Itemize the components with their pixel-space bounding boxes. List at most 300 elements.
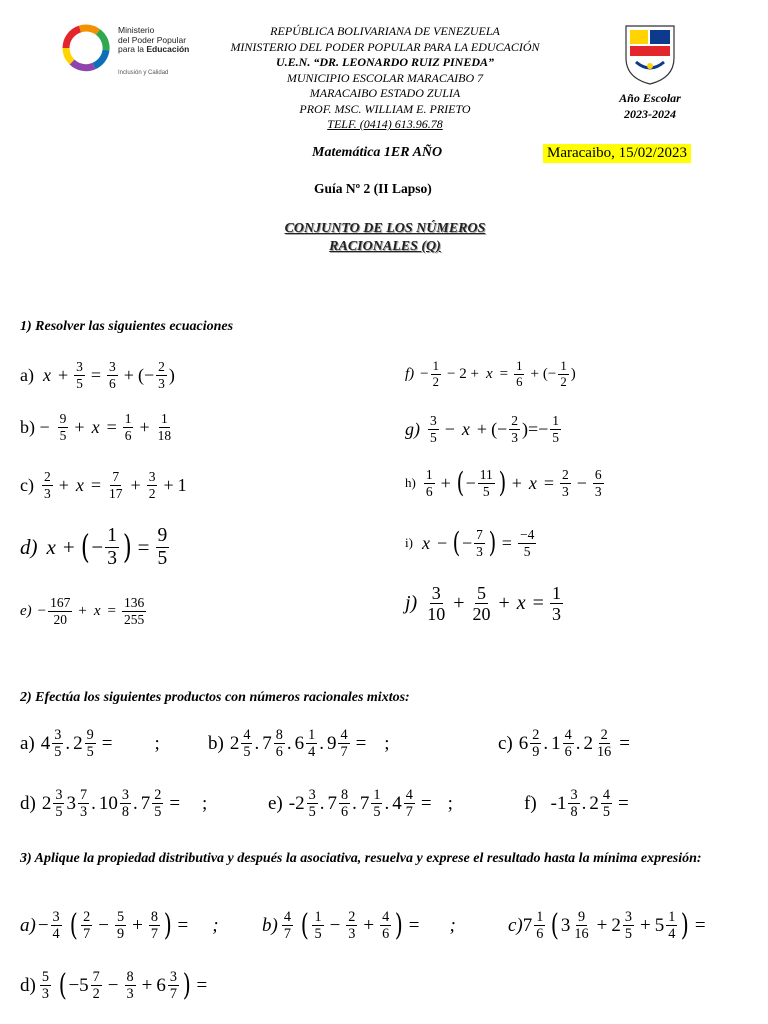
math-token: = (107, 602, 116, 619)
denominator: 5 (552, 429, 560, 445)
math-token: = (101, 732, 113, 754)
header-line-teacher: PROF. MSC. WILLIAM E. PRIETO (299, 101, 471, 116)
numerator: 5 (41, 969, 49, 985)
math-token: + (498, 592, 510, 614)
numerator: 5 (477, 583, 486, 603)
logo-line-3b: Educación (146, 44, 190, 54)
math-token: − (462, 532, 473, 553)
math-token: + (440, 472, 451, 493)
math-token: 6 (294, 732, 305, 754)
math-token: ; (202, 792, 208, 814)
fraction (74, 360, 85, 390)
math-token: h) (405, 475, 416, 490)
header-line-school: U.E.N. “DR. LEONARDO RUIZ PINEDA” (275, 55, 495, 69)
math-token: − (37, 602, 47, 619)
numerator: 9 (86, 727, 94, 743)
fraction (425, 584, 447, 623)
denominator: 8 (121, 804, 129, 821)
math-token: ; (154, 732, 160, 754)
denominator: 5 (86, 744, 94, 761)
math-token: . (319, 732, 324, 754)
numerator: 1 (552, 413, 560, 428)
denominator: 5 (154, 804, 162, 821)
header-line-phone: TELF. (0414) 613.96.78 (327, 117, 443, 131)
math-token: 10 (98, 792, 118, 814)
math-token: x (528, 472, 537, 493)
numerator: 3 (431, 583, 441, 603)
math-token: 1 (551, 732, 561, 754)
math-token: = (408, 914, 420, 936)
numerator: 11 (479, 467, 493, 482)
math-token: ) (182, 968, 191, 1003)
fraction (380, 910, 391, 942)
math-token: = (619, 732, 630, 754)
denominator: 6 (516, 374, 523, 389)
fraction (40, 970, 51, 1002)
denominator: 3 (594, 483, 602, 499)
math-token: = (501, 532, 512, 553)
math-token: + (58, 474, 69, 495)
math-token: + (141, 974, 153, 996)
math-token: − (420, 365, 429, 382)
math-token: 2 (229, 732, 240, 754)
numerator: 1 (432, 359, 440, 373)
school-year-label: Año Escolar (619, 91, 681, 105)
math-token: x (485, 365, 493, 382)
math-token: + (78, 602, 87, 619)
denominator: 5 (55, 804, 63, 821)
math-token: + (163, 474, 174, 495)
fraction (105, 526, 119, 568)
fraction (274, 728, 285, 760)
denominator: 2 (92, 986, 100, 1003)
math-token: 1 (177, 474, 187, 495)
math-token: ; (212, 914, 219, 936)
denominator: 3 (551, 604, 561, 624)
math-token: ) (681, 908, 690, 943)
numerator: 1 (425, 467, 433, 482)
math-token: = (499, 365, 509, 382)
section-1-title: 1) Resolver las siguientes ecuaciones (20, 319, 234, 334)
numerator: 167 (50, 595, 71, 610)
numerator: 3 (52, 909, 60, 925)
math-token: ( (300, 908, 309, 943)
fraction (595, 728, 613, 760)
numerator: 8 (340, 787, 349, 803)
math-token: + (511, 472, 522, 493)
math-token: c) (498, 732, 513, 754)
denominator: 5 (314, 926, 322, 943)
math-token: 2 (583, 732, 594, 754)
fraction (371, 788, 382, 820)
institution-header (190, 24, 580, 133)
denominator: 5 (243, 744, 251, 761)
header-line-state: MARACAIBO ESTADO ZULIA (309, 86, 461, 100)
numerator: 2 (600, 727, 608, 743)
fraction (156, 412, 174, 442)
math-token: ) (394, 908, 404, 943)
math-token: ) (163, 908, 172, 943)
math-token: 2 (73, 732, 83, 754)
fraction (306, 728, 317, 760)
math-token: + (363, 914, 375, 936)
math-token: . (91, 792, 96, 814)
math-token: 4 (392, 792, 402, 814)
math-token: ; (449, 914, 456, 936)
fraction (58, 412, 69, 442)
fraction (623, 910, 634, 942)
math-token: 3 (560, 914, 571, 936)
fraction (91, 970, 102, 1002)
math-token: i) (405, 535, 413, 550)
math-token: c) (508, 914, 523, 936)
distributive-c (508, 910, 710, 942)
math-token: d) (20, 792, 36, 814)
math-token: = (177, 914, 189, 936)
product-d (20, 788, 207, 820)
fraction (115, 910, 126, 942)
fraction (156, 526, 170, 568)
math-token: e) (268, 792, 283, 814)
denominator: 3 (43, 485, 51, 501)
numerator: 4 (243, 727, 251, 743)
math-token: = (355, 732, 367, 754)
fraction (424, 468, 435, 498)
equation-a (20, 360, 175, 390)
denominator: 3 (126, 986, 134, 1003)
math-token: = (90, 474, 102, 495)
numerator: 3 (55, 787, 63, 803)
denominator: 5 (373, 804, 381, 821)
fraction (85, 728, 96, 760)
numerator: 2 (562, 467, 569, 482)
logo-line-2: del Poder Popular (118, 34, 187, 45)
math-token: ) (122, 527, 132, 566)
logo-tagline: Inclusión y Calidad (118, 70, 169, 76)
numerator: 4 (602, 787, 610, 803)
subject-title: Matemática 1ER AÑO (312, 145, 443, 160)
numerator: 4 (283, 909, 291, 925)
fraction (550, 414, 561, 444)
math-token: = (137, 534, 150, 559)
section-2-title: 2) Efectúa los siguientes productos con números racionales mixtos: (20, 690, 410, 705)
math-token: − (436, 532, 448, 553)
numerator: 5 (117, 909, 125, 925)
fraction (241, 728, 252, 760)
denominator: 5 (157, 547, 168, 569)
equation-e (20, 596, 148, 626)
math-token: = (543, 472, 554, 493)
numerator: 1 (107, 525, 117, 546)
numerator: 2 (511, 413, 518, 428)
math-token: = (106, 416, 117, 437)
distributive-d (20, 970, 211, 1002)
fraction (107, 470, 125, 500)
math-token: e) (20, 602, 32, 619)
fraction (518, 528, 536, 558)
math-token: . (352, 792, 357, 814)
denominator: 5 (54, 744, 62, 761)
numerator: 3 (121, 787, 129, 803)
fraction (666, 910, 677, 942)
fraction (282, 910, 293, 942)
math-token: . (384, 792, 390, 814)
fraction (52, 728, 63, 760)
distributive-a (20, 910, 219, 942)
denominator: 7 (150, 926, 158, 943)
worksheet-title (240, 220, 530, 256)
math-token: . (543, 732, 549, 754)
math-token: ( (69, 908, 78, 943)
denominator: 6 (109, 375, 116, 391)
denominator: 20 (472, 604, 491, 624)
math-token: 7 (359, 792, 370, 814)
math-token: c) (20, 474, 34, 495)
fraction (471, 584, 493, 623)
math-token: + (74, 416, 85, 437)
math-token: − (329, 914, 341, 936)
title-line-2: RACIONALES (Q) (329, 239, 441, 254)
fraction (563, 728, 574, 760)
math-token: + (130, 474, 141, 495)
math-token: 5 (79, 974, 89, 996)
denominator: 6 (124, 427, 132, 443)
numerator: 4 (382, 909, 390, 925)
math-token: ) (498, 466, 507, 500)
denominator: 2 (432, 374, 440, 389)
fraction (404, 788, 415, 820)
denominator: 8 (570, 804, 578, 821)
fraction (601, 788, 612, 820)
denominator: 5 (624, 926, 632, 943)
math-token: . (581, 792, 587, 814)
numerator: 7 (92, 969, 100, 985)
numerator: 2 (154, 787, 162, 803)
fraction (338, 728, 349, 760)
numerator: 1 (124, 411, 132, 426)
fraction (339, 788, 350, 820)
math-token: -1 (550, 792, 567, 814)
math-token: f) (405, 365, 415, 382)
denominator: 4 (52, 926, 60, 943)
math-token: + (639, 914, 651, 936)
math-token: b) (262, 914, 278, 936)
fraction (478, 468, 495, 498)
distributive-b (262, 910, 456, 942)
numerator: 7 (79, 787, 88, 803)
math-token: a) (20, 732, 35, 754)
math-token: 7 (262, 732, 272, 754)
numerator: 1 (536, 909, 544, 925)
logo-line-1: Ministerio (118, 25, 155, 35)
math-token: -2 (288, 792, 305, 814)
header-line-ministry: MINISTERIO DEL PODER POPULAR PARA LA EDUCACIÓN (230, 39, 540, 54)
math-token: j) (405, 592, 418, 614)
denominator: 5 (308, 804, 316, 821)
math-token: (− (491, 418, 508, 439)
equation-b (20, 412, 175, 442)
fraction (149, 910, 160, 942)
numerator: 1 (560, 359, 567, 373)
section-3-title: 3) Aplique la propiedad distributiva y después la asociativa, resuelva y exprese el resultado hasta la mínima expresión: (20, 851, 702, 866)
numerator: 3 (109, 359, 116, 374)
math-token: x (516, 592, 526, 614)
math-token: = (90, 364, 102, 385)
denominator: 255 (123, 611, 145, 627)
denominator: 10 (427, 604, 446, 624)
math-token: = (169, 792, 181, 814)
denominator: 3 (476, 543, 483, 559)
numerator: 3 (308, 787, 316, 803)
math-token: − (37, 914, 49, 936)
math-token: + (530, 365, 539, 382)
math-token: . (575, 732, 581, 754)
math-token: 3 (66, 792, 76, 814)
math-token: ) (570, 365, 576, 382)
fraction (312, 910, 323, 942)
numerator: 136 (123, 595, 145, 610)
denominator: 7 (405, 804, 413, 821)
numerator: 2 (348, 909, 356, 925)
fraction (107, 360, 118, 390)
math-token: − (465, 472, 476, 493)
equation-h (405, 468, 606, 498)
denominator: 17 (109, 485, 123, 501)
denominator: 5 (76, 375, 83, 391)
math-token: b) (208, 732, 224, 754)
denominator: 16 (574, 926, 589, 943)
numerator: 8 (126, 969, 134, 985)
numerator: 4 (405, 787, 413, 803)
numerator: 2 (83, 909, 91, 925)
fraction (42, 470, 53, 500)
math-token: − (68, 974, 80, 996)
math-token: (− (542, 365, 557, 382)
numerator: 3 (624, 909, 632, 925)
math-token: ( (456, 466, 465, 500)
fraction (48, 596, 72, 626)
denominator: 9 (532, 744, 540, 761)
denominator: 2 (560, 374, 567, 389)
math-token: 6 (156, 974, 166, 996)
equation-i (405, 528, 538, 558)
math-token: 2 (589, 792, 599, 814)
fraction (431, 360, 441, 389)
fraction (120, 788, 131, 820)
fraction (78, 788, 89, 820)
fraction (593, 468, 604, 498)
denominator: 6 (382, 926, 390, 943)
header-line-country: REPÚBLICA BOLIVARIANA DE VENEZUELA (270, 24, 500, 38)
numerator: 1 (551, 583, 561, 603)
math-token: 5 (654, 914, 665, 936)
numerator: 8 (150, 909, 158, 925)
math-token: b) − (20, 416, 50, 437)
math-token: − 2 + (447, 365, 479, 382)
math-token: + (62, 534, 75, 559)
product-f (524, 788, 633, 820)
math-token: + (453, 592, 465, 614)
denominator: 7 (83, 926, 91, 943)
equation-d (20, 526, 171, 568)
math-token: = (196, 974, 208, 996)
denominator: 18 (157, 427, 172, 443)
fraction (530, 728, 541, 760)
math-token: + (476, 418, 488, 439)
denominator: 7 (283, 926, 291, 943)
math-token: ( (58, 968, 67, 1003)
fraction (558, 360, 568, 389)
denominator: 3 (107, 547, 117, 569)
numerator: 2 (43, 469, 51, 484)
math-token: ) (168, 364, 175, 385)
math-token: ( (551, 908, 560, 943)
numerator: −4 (519, 527, 535, 542)
equation-c (20, 470, 187, 500)
numerator: 4 (564, 727, 572, 743)
numerator: 1 (373, 787, 381, 803)
fraction (509, 414, 520, 444)
numerator: 1 (668, 909, 676, 925)
fraction (572, 910, 590, 942)
numerator: 7 (112, 469, 120, 484)
math-token: . (319, 792, 325, 814)
product-a (20, 728, 160, 760)
fraction (168, 970, 179, 1002)
math-token: f) (524, 792, 537, 814)
math-token: 7 (327, 792, 337, 814)
equation-j (405, 584, 565, 623)
fraction (147, 470, 158, 500)
math-token: x (93, 602, 101, 619)
date-highlighted: Maracaibo, 15/02/2023 (543, 144, 691, 163)
school-year-value: 2023-2024 (624, 107, 676, 121)
fraction (51, 910, 62, 942)
ministry-logo (58, 22, 208, 84)
fraction (123, 412, 134, 442)
denominator: 5 (430, 429, 437, 445)
fraction (346, 910, 357, 942)
numerator: 1 (516, 359, 523, 373)
fraction (568, 788, 579, 820)
math-token: − (91, 534, 104, 559)
numerator: 1 (308, 727, 316, 743)
math-token: )=− (521, 418, 549, 439)
denominator: 6 (340, 804, 349, 821)
denominator: 20 (53, 611, 67, 627)
math-token: − (98, 914, 110, 936)
numerator: 2 (158, 359, 165, 374)
math-token: x (46, 534, 56, 559)
math-token: . (254, 732, 260, 754)
fraction (428, 414, 439, 444)
math-token: = (420, 792, 432, 814)
denominator: 3 (511, 429, 518, 445)
denominator: 3 (41, 986, 49, 1003)
math-token: + (57, 364, 69, 385)
numerator: 3 (54, 727, 62, 743)
fraction (550, 584, 563, 623)
numerator: 4 (340, 727, 348, 743)
fraction (514, 360, 524, 389)
fraction (53, 788, 64, 820)
crest-shield-icon (622, 22, 678, 86)
fraction (534, 910, 545, 942)
math-token: a) (20, 364, 34, 385)
numerator: 1 (314, 909, 322, 925)
math-token: x (91, 416, 100, 437)
numerator: 3 (148, 469, 156, 484)
